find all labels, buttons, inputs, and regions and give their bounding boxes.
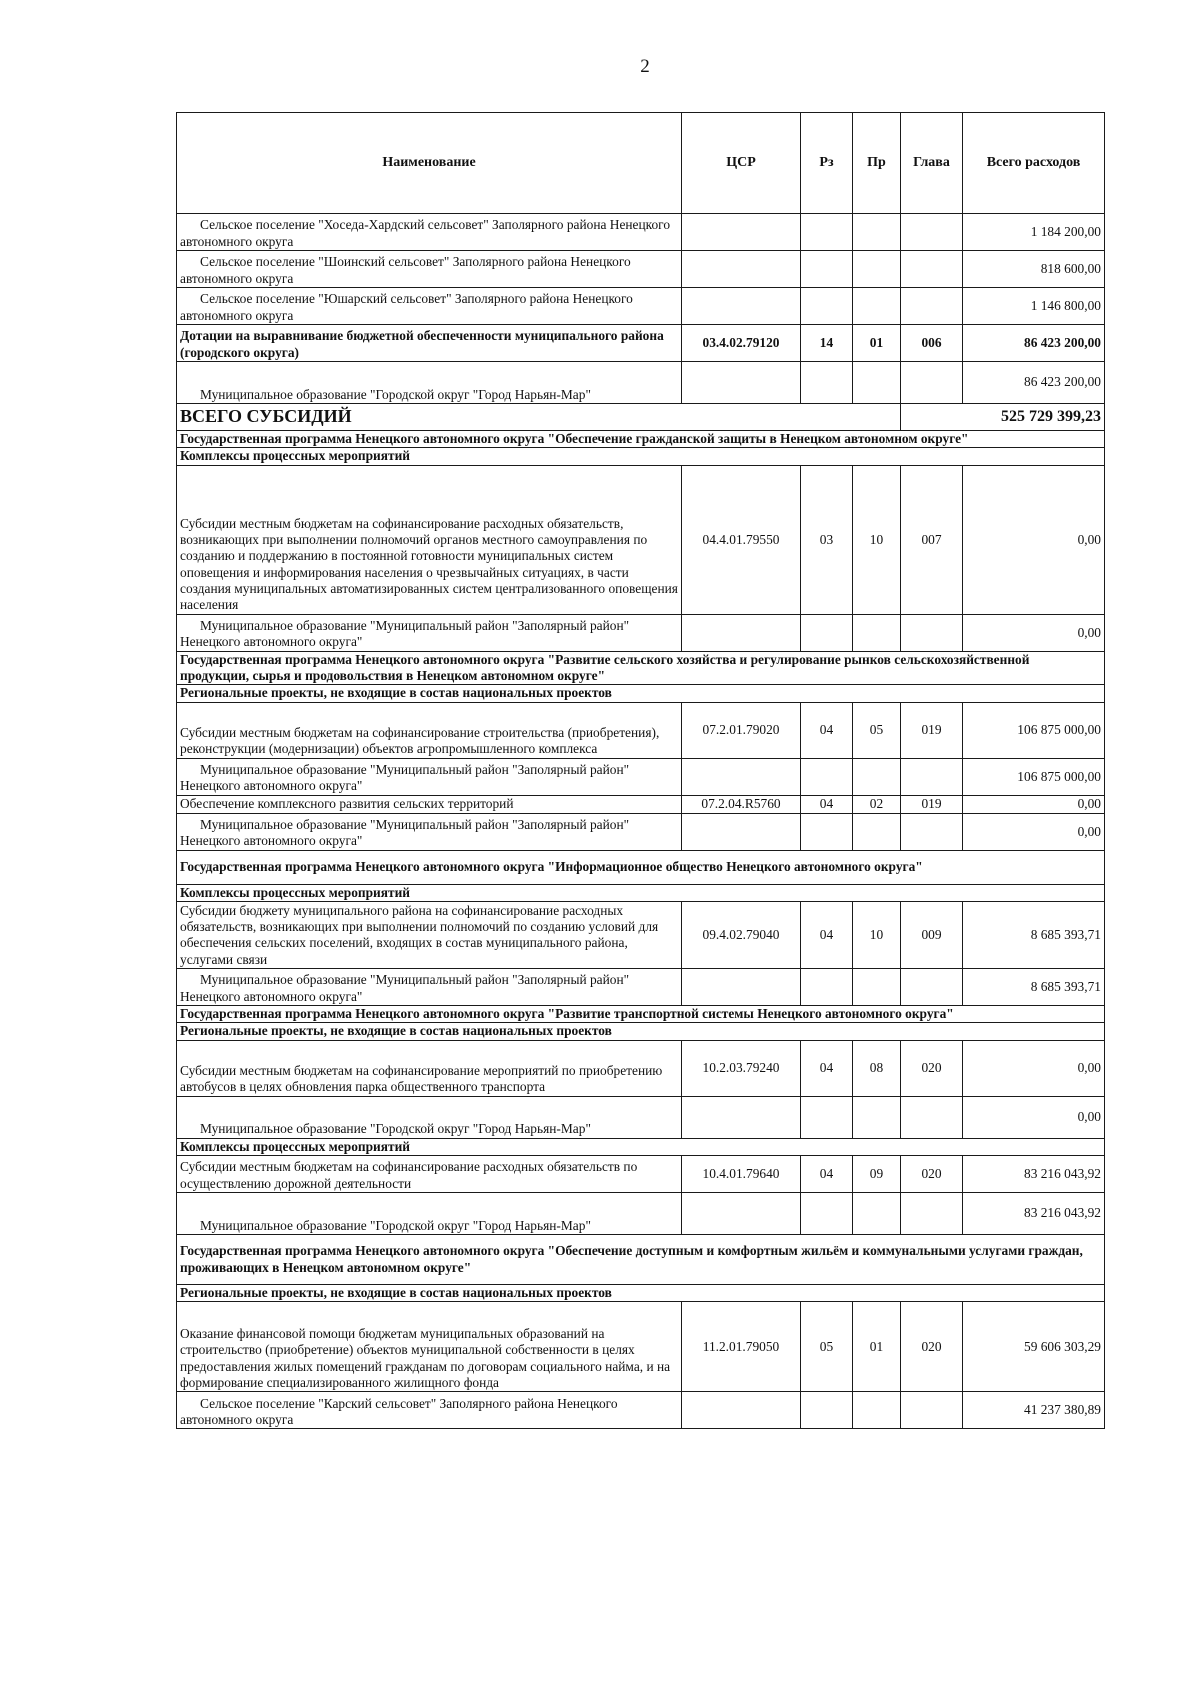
row-glava <box>901 288 963 325</box>
col-header-pr: Пр <box>853 113 901 214</box>
row-csr <box>682 251 801 288</box>
row-pr <box>853 288 901 325</box>
table-row <box>177 214 1105 251</box>
row-rz: 04 <box>801 902 853 969</box>
total-subsidies-label: ВСЕГО СУБСИДИЙ <box>177 404 901 431</box>
row-pr: 10 <box>853 902 901 969</box>
row-name: Сельское поселение "Шоинский сельсовет" Заполярного района Ненецкого автономного округа <box>177 251 682 288</box>
row-total: 83 216 043,92 <box>963 1193 1105 1235</box>
row-name: Муниципальное образование "Городской округ "Город Нарьян-Мар" <box>177 362 682 404</box>
program-row <box>177 431 1105 448</box>
section-title: Комплексы процессных мероприятий <box>177 448 1105 465</box>
row-name: Муниципальное образование "Городской округ "Город Нарьян-Мар" <box>177 1096 682 1138</box>
row-pr: 05 <box>853 702 901 758</box>
row-glava <box>901 1096 963 1138</box>
table-row <box>177 325 1105 362</box>
section-row <box>177 1023 1105 1040</box>
row-rz: 03 <box>801 465 853 614</box>
table-row <box>177 1156 1105 1193</box>
row-total: 0,00 <box>963 465 1105 614</box>
row-glava <box>901 614 963 651</box>
row-glava: 020 <box>901 1040 963 1096</box>
row-total: 8 685 393,71 <box>963 969 1105 1006</box>
col-header-rz: Рз <box>801 113 853 214</box>
row-name: Сельское поселение "Карский сельсовет" Заполярного района Ненецкого автономного округа <box>177 1392 682 1429</box>
table-header-row <box>177 113 1105 214</box>
row-glava: 019 <box>901 795 963 813</box>
row-glava: 009 <box>901 902 963 969</box>
row-pr: 02 <box>853 795 901 813</box>
table-row <box>177 362 1105 404</box>
table-row <box>177 1193 1105 1235</box>
row-csr <box>682 1193 801 1235</box>
section-title: Региональные проекты, не входящие в состав национальных проектов <box>177 1285 1105 1302</box>
row-total: 106 875 000,00 <box>963 702 1105 758</box>
row-pr: 01 <box>853 325 901 362</box>
row-name: Обеспечение комплексного развития сельских территорий <box>177 795 682 813</box>
row-glava: 019 <box>901 702 963 758</box>
row-name: Субсидии местным бюджетам на софинансирование мероприятий по приобретению автобусов в целях обновления парка общественного транспорта <box>177 1040 682 1096</box>
section-row <box>177 884 1105 901</box>
row-csr: 10.4.01.79640 <box>682 1156 801 1193</box>
row-pr <box>853 1193 901 1235</box>
row-rz <box>801 758 853 795</box>
program-title: Государственная программа Ненецкого автономного округа "Развитие транспортной системы Ненецкого автономного округа" <box>177 1006 1105 1023</box>
row-pr <box>853 251 901 288</box>
row-glava: 020 <box>901 1302 963 1392</box>
row-pr <box>853 1096 901 1138</box>
row-pr <box>853 758 901 795</box>
row-csr <box>682 1096 801 1138</box>
section-row <box>177 448 1105 465</box>
row-name: Дотации на выравнивание бюджетной обеспеченности муниципального района (городского округа) <box>177 325 682 362</box>
table-row <box>177 813 1105 850</box>
row-pr <box>853 1392 901 1429</box>
row-glava <box>901 758 963 795</box>
row-rz <box>801 1193 853 1235</box>
row-csr <box>682 214 801 251</box>
row-rz <box>801 969 853 1006</box>
row-pr <box>853 614 901 651</box>
row-rz <box>801 288 853 325</box>
budget-table <box>176 112 1105 1429</box>
table-row <box>177 969 1105 1006</box>
row-total: 106 875 000,00 <box>963 758 1105 795</box>
table-row <box>177 758 1105 795</box>
row-total: 0,00 <box>963 795 1105 813</box>
row-name: Муниципальное образование "Муниципальный район "Заполярный район" Ненецкого автономного округа" <box>177 758 682 795</box>
table-row <box>177 251 1105 288</box>
row-name: Муниципальное образование "Муниципальный район "Заполярный район" Ненецкого автономного округа" <box>177 813 682 850</box>
program-row <box>177 850 1105 884</box>
row-rz <box>801 813 853 850</box>
row-total: 83 216 043,92 <box>963 1156 1105 1193</box>
row-name: Сельское поселение "Хоседа-Хардский сельсовет" Заполярного района Ненецкого автономного округа <box>177 214 682 251</box>
row-csr: 07.2.01.79020 <box>682 702 801 758</box>
row-csr <box>682 362 801 404</box>
row-total: 86 423 200,00 <box>963 325 1105 362</box>
row-glava: 006 <box>901 325 963 362</box>
row-name: Субсидии бюджету муниципального района на софинансирование расходных обязательств, возникающих при выполнении полномочий по созданию условий для обеспечения сельских поселений, входящих в состав муниципального района, услугами связи <box>177 902 682 969</box>
row-glava <box>901 1392 963 1429</box>
row-csr: 11.2.01.79050 <box>682 1302 801 1392</box>
col-header-name: Наименование <box>177 113 682 214</box>
program-title: Государственная программа Ненецкого автономного округа "Развитие сельского хозяйства и регулирование рынков сельскохозяйственной продукции, сырья и продовольствия в Ненецком автономном округе" <box>177 651 1105 685</box>
row-name: Муниципальное образование "Муниципальный район "Заполярный район" Ненецкого автономного округа" <box>177 614 682 651</box>
row-glava <box>901 969 963 1006</box>
total-subsidies-value: 525 729 399,23 <box>901 404 1105 431</box>
row-name: Субсидии местным бюджетам на софинансирование строительства (приобретения), реконструкции (модернизации) объектов агропромышленного комплекса <box>177 702 682 758</box>
row-rz: 14 <box>801 325 853 362</box>
table-row <box>177 702 1105 758</box>
row-csr <box>682 758 801 795</box>
table-row <box>177 1096 1105 1138</box>
row-csr: 10.2.03.79240 <box>682 1040 801 1096</box>
section-row <box>177 1285 1105 1302</box>
table-row <box>177 1302 1105 1392</box>
row-rz <box>801 1392 853 1429</box>
section-title: Региональные проекты, не входящие в состав национальных проектов <box>177 1023 1105 1040</box>
row-total: 0,00 <box>963 813 1105 850</box>
row-total: 1 184 200,00 <box>963 214 1105 251</box>
col-header-csr: ЦСР <box>682 113 801 214</box>
row-glava <box>901 214 963 251</box>
row-total: 8 685 393,71 <box>963 902 1105 969</box>
col-header-glava: Глава <box>901 113 963 214</box>
row-rz <box>801 251 853 288</box>
row-total: 59 606 303,29 <box>963 1302 1105 1392</box>
row-rz <box>801 1096 853 1138</box>
row-name: Муниципальное образование "Муниципальный район "Заполярный район" Ненецкого автономного округа" <box>177 969 682 1006</box>
table-row <box>177 795 1105 813</box>
row-csr: 04.4.01.79550 <box>682 465 801 614</box>
row-csr <box>682 969 801 1006</box>
row-total: 86 423 200,00 <box>963 362 1105 404</box>
row-total: 41 237 380,89 <box>963 1392 1105 1429</box>
section-title: Региональные проекты, не входящие в состав национальных проектов <box>177 685 1105 702</box>
program-row <box>177 651 1105 685</box>
program-title: Государственная программа Ненецкого автономного округа "Информационное общество Ненецкого автономного округа" <box>177 850 1105 884</box>
program-title: Государственная программа Ненецкого автономного округа "Обеспечение доступным и комфортным жильём и коммунальными услугами граждан, проживающих в Ненецком автономном округе" <box>177 1235 1105 1285</box>
section-row <box>177 1138 1105 1155</box>
row-csr <box>682 1392 801 1429</box>
row-total: 0,00 <box>963 1040 1105 1096</box>
section-row <box>177 685 1105 702</box>
row-pr <box>853 362 901 404</box>
row-rz <box>801 214 853 251</box>
row-pr <box>853 969 901 1006</box>
row-csr <box>682 813 801 850</box>
row-pr: 09 <box>853 1156 901 1193</box>
row-rz <box>801 614 853 651</box>
row-csr: 03.4.02.79120 <box>682 325 801 362</box>
program-row <box>177 1006 1105 1023</box>
table-row <box>177 1040 1105 1096</box>
row-pr: 01 <box>853 1302 901 1392</box>
row-pr: 10 <box>853 465 901 614</box>
row-total: 0,00 <box>963 1096 1105 1138</box>
row-rz: 04 <box>801 702 853 758</box>
row-pr: 08 <box>853 1040 901 1096</box>
section-title: Комплексы процессных мероприятий <box>177 1138 1105 1155</box>
row-csr: 07.2.04.R5760 <box>682 795 801 813</box>
table-row <box>177 465 1105 614</box>
total-subsidies-row <box>177 404 1105 431</box>
row-csr: 09.4.02.79040 <box>682 902 801 969</box>
row-name: Субсидии местным бюджетам на софинансирование расходных обязательств, возникающих при выполнении полномочий органов местного самоуправления по созданию и поддержанию в постоянной готовности муниципальных систем оповещения и информирования населения о чрезвычайных ситуациях, в части создания муниципальных автоматизированных систем централизованного оповещения населения <box>177 465 682 614</box>
row-glava <box>901 251 963 288</box>
row-glava: 007 <box>901 465 963 614</box>
table-row <box>177 288 1105 325</box>
row-rz: 04 <box>801 1156 853 1193</box>
program-title: Государственная программа Ненецкого автономного округа "Обеспечение гражданской защиты в Ненецком автономном округе" <box>177 431 1105 448</box>
row-pr <box>853 214 901 251</box>
row-csr <box>682 614 801 651</box>
row-total: 818 600,00 <box>963 251 1105 288</box>
page-number: 2 <box>640 56 650 77</box>
row-pr <box>853 813 901 850</box>
row-glava <box>901 1193 963 1235</box>
row-rz <box>801 362 853 404</box>
table-row <box>177 614 1105 651</box>
row-rz: 04 <box>801 795 853 813</box>
row-total: 1 146 800,00 <box>963 288 1105 325</box>
row-glava <box>901 813 963 850</box>
row-rz: 04 <box>801 1040 853 1096</box>
row-csr <box>682 288 801 325</box>
row-rz: 05 <box>801 1302 853 1392</box>
row-name: Субсидии местным бюджетам на софинансирование расходных обязательств по осуществлению дорожной деятельности <box>177 1156 682 1193</box>
row-name: Муниципальное образование "Городской округ "Город Нарьян-Мар" <box>177 1193 682 1235</box>
table-row <box>177 902 1105 969</box>
program-row <box>177 1235 1105 1285</box>
row-name: Сельское поселение "Юшарский сельсовет" Заполярного района Ненецкого автономного округа <box>177 288 682 325</box>
row-total: 0,00 <box>963 614 1105 651</box>
table-row <box>177 1392 1105 1429</box>
section-title: Комплексы процессных мероприятий <box>177 884 1105 901</box>
row-glava <box>901 362 963 404</box>
col-header-total: Всего расходов <box>963 113 1105 214</box>
row-glava: 020 <box>901 1156 963 1193</box>
row-name: Оказание финансовой помощи бюджетам муниципальных образований на строительство (приобретение) объектов муниципальной собственности в целях предоставления жилых помещений гражданам по договорам социального найма, и на формирование специализированного жилищного фонда <box>177 1302 682 1392</box>
